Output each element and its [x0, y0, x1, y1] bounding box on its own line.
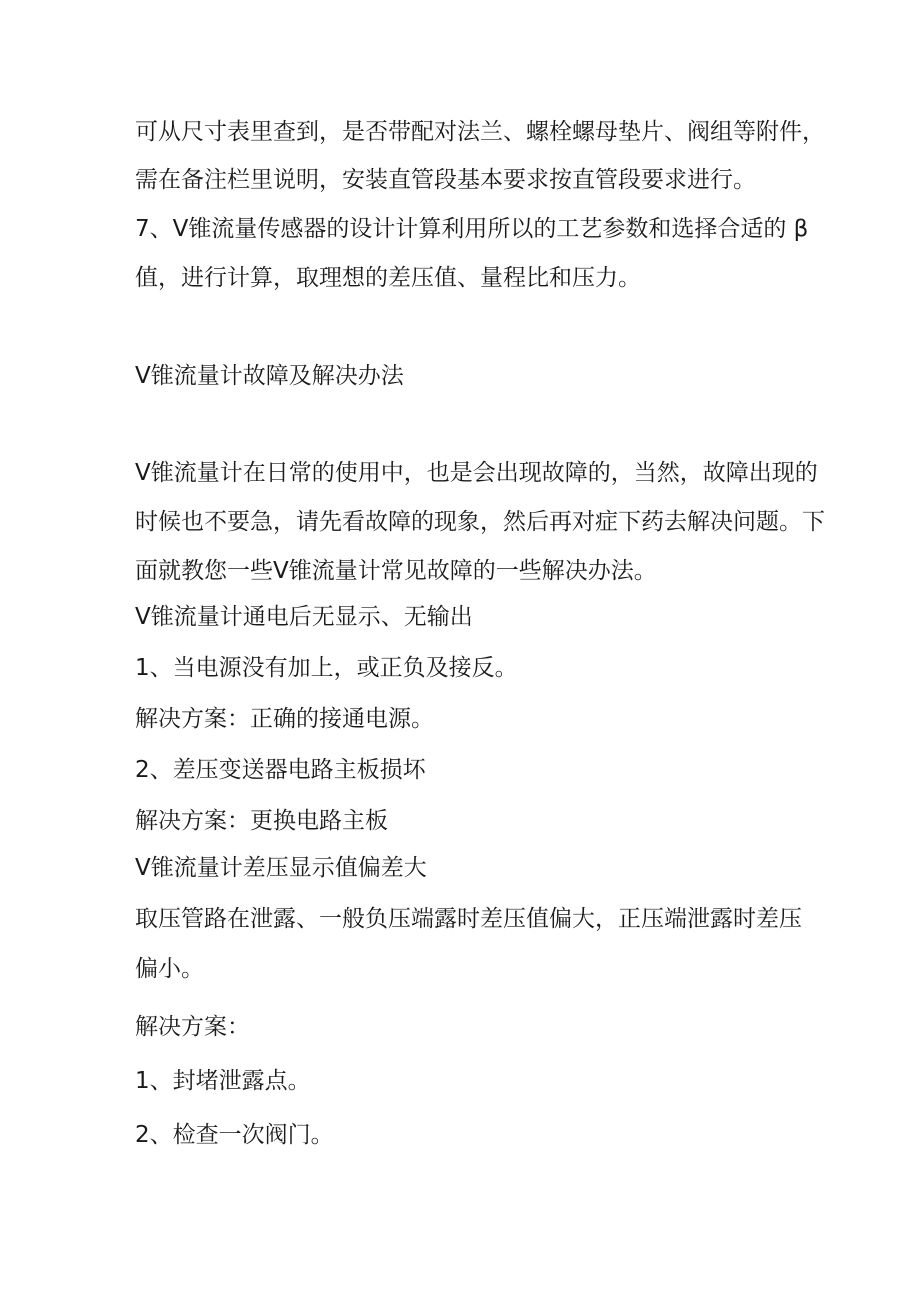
fault-1-solution-2: 解决方案：更换电路主板	[135, 808, 388, 834]
paragraph-1-line-2: 需在备注栏里说明，安装直管段基本要求按直管段要求进行。	[135, 167, 756, 193]
fault-2-title: V锥流量计差压显示值偏差大	[135, 855, 427, 881]
fault-2-cause-line-1: 取压管路在泄露、一般负压端露时差压值偏大，正压端泄露时差压	[135, 906, 802, 932]
fault-1-title: V锥流量计通电后无显示、无输出	[135, 604, 473, 630]
item-7-line-1: 7、V锥流量传感器的设计计算利用所以的工艺参数和选择合适的 β	[135, 216, 809, 242]
fault-2-solution-label: 解决方案：	[135, 1014, 250, 1040]
fault-1-solution-1: 解决方案：正确的接通电源。	[135, 706, 434, 732]
fault-2-step-2: 2、检查一次阀门。	[135, 1122, 334, 1148]
item-7-line-2: 值，进行计算，取理想的差压值、量程比和压力。	[135, 265, 641, 291]
fault-1-cause-2: 2、差压变送器电路主板损坏	[135, 757, 426, 783]
intro-line-3: 面就教您一些V锥流量计常见故障的一些解决办法。	[135, 558, 657, 584]
intro-line-1: V锥流量计在日常的使用中，也是会出现故障的，当然，故障出现的	[135, 460, 818, 486]
fault-1-cause-1: 1、当电源没有加上，或正负及接反。	[135, 655, 518, 681]
intro-line-2: 时候也不要急，请先看故障的现象，然后再对症下药去解决问题。下	[135, 509, 825, 535]
fault-2-cause-line-2: 偏小。	[135, 956, 204, 982]
section-heading: V锥流量计故障及解决办法	[135, 363, 404, 389]
paragraph-1-line-1: 可从尺寸表里查到，是否带配对法兰、螺栓螺母垫片、阀组等附件，	[135, 119, 825, 145]
fault-2-step-1: 1、封堵泄露点。	[135, 1068, 311, 1094]
